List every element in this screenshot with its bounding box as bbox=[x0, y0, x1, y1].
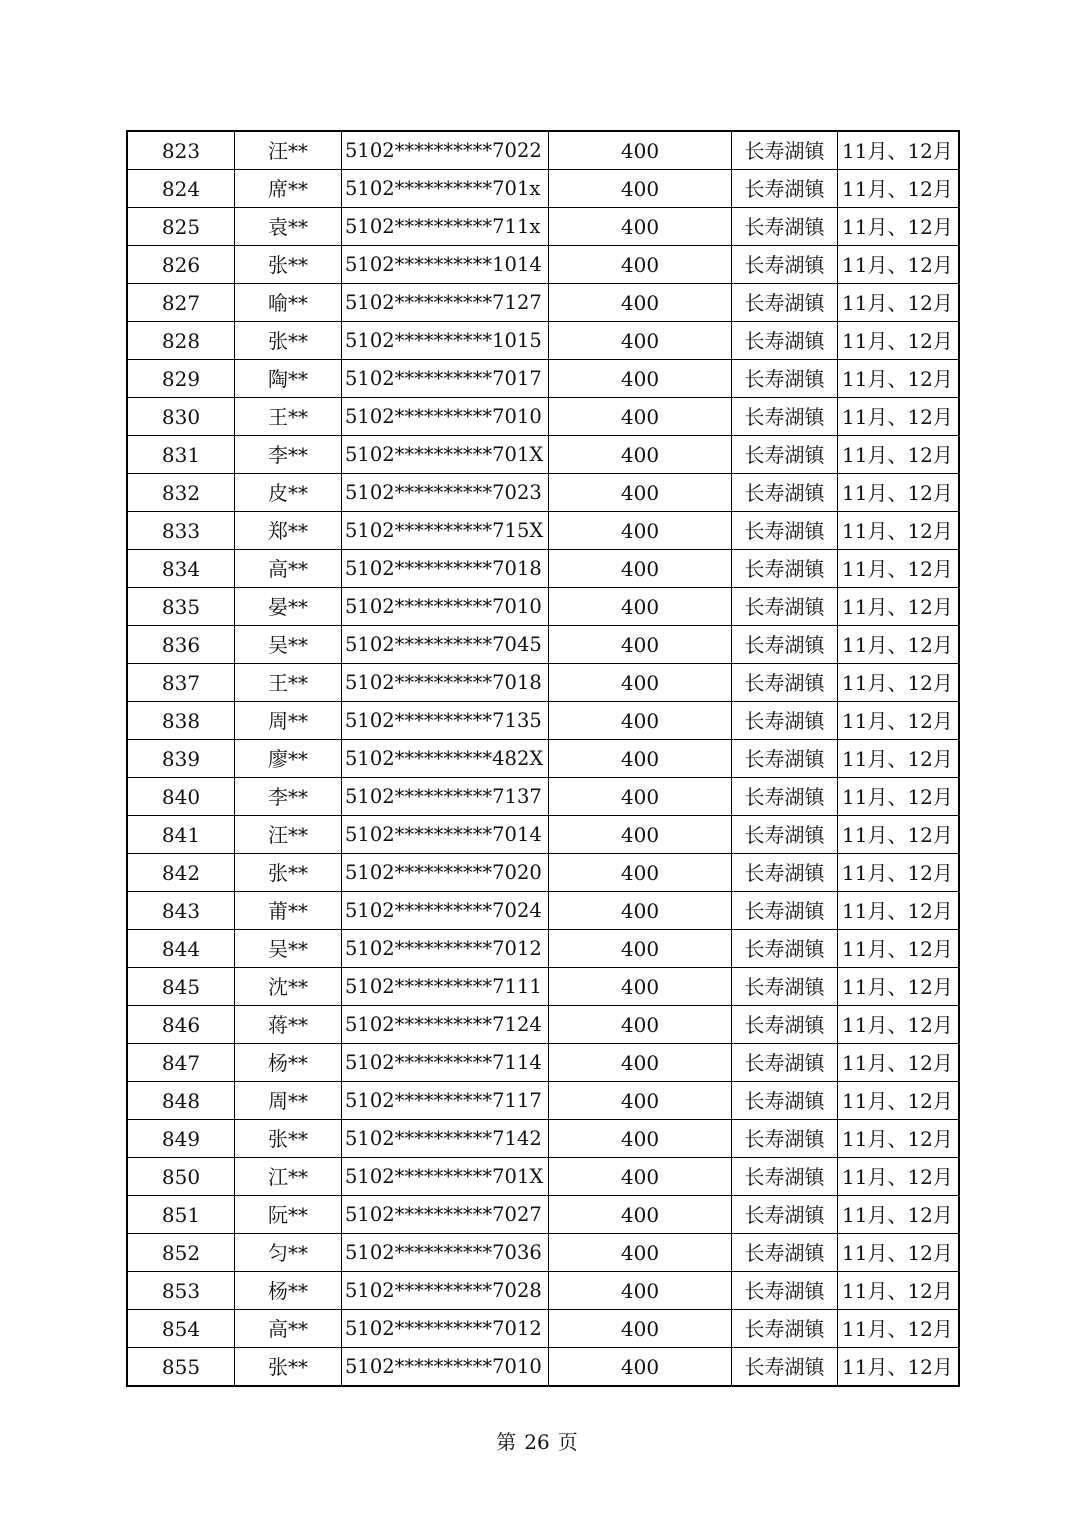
cell-serial-number: 851 bbox=[127, 1196, 235, 1234]
cell-name: 喻** bbox=[235, 284, 342, 322]
cell-id-number: 5102**********7023 bbox=[342, 474, 549, 512]
cell-town: 长寿湖镇 bbox=[732, 208, 838, 246]
table-row bbox=[127, 131, 959, 170]
cell-id-number: 5102**********7010 bbox=[342, 1348, 549, 1387]
cell-amount: 400 bbox=[549, 1082, 732, 1120]
cell-months: 11月、12月 bbox=[838, 322, 960, 360]
cell-months: 11月、12月 bbox=[838, 968, 960, 1006]
cell-town: 长寿湖镇 bbox=[732, 322, 838, 360]
cell-id-number: 5102**********7027 bbox=[342, 1196, 549, 1234]
cell-id-number: 5102**********715X bbox=[342, 512, 549, 550]
cell-id-number: 5102**********701X bbox=[342, 436, 549, 474]
table-row bbox=[127, 1272, 959, 1310]
page-footer-prefix: 第 bbox=[496, 1430, 517, 1454]
cell-amount: 400 bbox=[549, 208, 732, 246]
table-row bbox=[127, 854, 959, 892]
cell-amount: 400 bbox=[549, 131, 732, 170]
roster-table bbox=[126, 130, 960, 1387]
cell-town: 长寿湖镇 bbox=[732, 1082, 838, 1120]
cell-name: 阮** bbox=[235, 1196, 342, 1234]
table-row bbox=[127, 778, 959, 816]
cell-serial-number: 845 bbox=[127, 968, 235, 1006]
cell-months: 11月、12月 bbox=[838, 854, 960, 892]
table-row bbox=[127, 436, 959, 474]
cell-amount: 400 bbox=[549, 626, 732, 664]
cell-months: 11月、12月 bbox=[838, 512, 960, 550]
cell-amount: 400 bbox=[549, 892, 732, 930]
cell-name: 蒋** bbox=[235, 1006, 342, 1044]
cell-months: 11月、12月 bbox=[838, 1158, 960, 1196]
cell-serial-number: 850 bbox=[127, 1158, 235, 1196]
table-row bbox=[127, 1234, 959, 1272]
table-row bbox=[127, 512, 959, 550]
table-row bbox=[127, 1006, 959, 1044]
table-row bbox=[127, 550, 959, 588]
cell-months: 11月、12月 bbox=[838, 360, 960, 398]
cell-months: 11月、12月 bbox=[838, 1234, 960, 1272]
cell-town: 长寿湖镇 bbox=[732, 664, 838, 702]
page-footer-suffix: 页 bbox=[557, 1430, 578, 1454]
cell-town: 长寿湖镇 bbox=[732, 474, 838, 512]
cell-months: 11月、12月 bbox=[838, 1196, 960, 1234]
table-row bbox=[127, 1348, 959, 1387]
cell-town: 长寿湖镇 bbox=[732, 854, 838, 892]
page-footer bbox=[0, 1430, 1074, 1454]
cell-name: 晏** bbox=[235, 588, 342, 626]
cell-name: 张** bbox=[235, 1348, 342, 1387]
cell-serial-number: 842 bbox=[127, 854, 235, 892]
cell-serial-number: 834 bbox=[127, 550, 235, 588]
cell-serial-number: 828 bbox=[127, 322, 235, 360]
cell-months: 11月、12月 bbox=[838, 284, 960, 322]
table-row bbox=[127, 892, 959, 930]
cell-town: 长寿湖镇 bbox=[732, 284, 838, 322]
cell-serial-number: 841 bbox=[127, 816, 235, 854]
cell-serial-number: 843 bbox=[127, 892, 235, 930]
table-row bbox=[127, 246, 959, 284]
cell-town: 长寿湖镇 bbox=[732, 550, 838, 588]
cell-id-number: 5102**********7012 bbox=[342, 1310, 549, 1348]
cell-id-number: 5102**********1014 bbox=[342, 246, 549, 284]
cell-amount: 400 bbox=[549, 1158, 732, 1196]
cell-town: 长寿湖镇 bbox=[732, 588, 838, 626]
cell-months: 11月、12月 bbox=[838, 1082, 960, 1120]
cell-town: 长寿湖镇 bbox=[732, 398, 838, 436]
cell-serial-number: 844 bbox=[127, 930, 235, 968]
cell-id-number: 5102**********7036 bbox=[342, 1234, 549, 1272]
table-row bbox=[127, 322, 959, 360]
cell-name: 李** bbox=[235, 778, 342, 816]
cell-amount: 400 bbox=[549, 1310, 732, 1348]
cell-months: 11月、12月 bbox=[838, 398, 960, 436]
cell-amount: 400 bbox=[549, 1006, 732, 1044]
cell-id-number: 5102**********7018 bbox=[342, 550, 549, 588]
cell-serial-number: 830 bbox=[127, 398, 235, 436]
cell-id-number: 5102**********7124 bbox=[342, 1006, 549, 1044]
cell-id-number: 5102**********7135 bbox=[342, 702, 549, 740]
cell-amount: 400 bbox=[549, 1196, 732, 1234]
cell-id-number: 5102**********7010 bbox=[342, 588, 549, 626]
cell-amount: 400 bbox=[549, 550, 732, 588]
cell-serial-number: 826 bbox=[127, 246, 235, 284]
cell-name: 陶** bbox=[235, 360, 342, 398]
cell-amount: 400 bbox=[549, 968, 732, 1006]
cell-id-number: 5102**********711x bbox=[342, 208, 549, 246]
cell-town: 长寿湖镇 bbox=[732, 626, 838, 664]
cell-town: 长寿湖镇 bbox=[732, 1310, 838, 1348]
table-row bbox=[127, 816, 959, 854]
cell-months: 11月、12月 bbox=[838, 930, 960, 968]
cell-months: 11月、12月 bbox=[838, 1006, 960, 1044]
cell-months: 11月、12月 bbox=[838, 892, 960, 930]
cell-amount: 400 bbox=[549, 322, 732, 360]
cell-months: 11月、12月 bbox=[838, 1310, 960, 1348]
table-row bbox=[127, 474, 959, 512]
cell-id-number: 5102**********701X bbox=[342, 1158, 549, 1196]
cell-serial-number: 839 bbox=[127, 740, 235, 778]
table-row bbox=[127, 1158, 959, 1196]
cell-town: 长寿湖镇 bbox=[732, 131, 838, 170]
cell-serial-number: 831 bbox=[127, 436, 235, 474]
cell-serial-number: 833 bbox=[127, 512, 235, 550]
cell-id-number: 5102**********482X bbox=[342, 740, 549, 778]
cell-months: 11月、12月 bbox=[838, 626, 960, 664]
cell-serial-number: 838 bbox=[127, 702, 235, 740]
cell-amount: 400 bbox=[549, 854, 732, 892]
table-row bbox=[127, 702, 959, 740]
cell-serial-number: 846 bbox=[127, 1006, 235, 1044]
table-row bbox=[127, 208, 959, 246]
cell-serial-number: 823 bbox=[127, 131, 235, 170]
cell-months: 11月、12月 bbox=[838, 436, 960, 474]
cell-town: 长寿湖镇 bbox=[732, 170, 838, 208]
cell-town: 长寿湖镇 bbox=[732, 930, 838, 968]
cell-name: 莆** bbox=[235, 892, 342, 930]
table-row bbox=[127, 398, 959, 436]
cell-id-number: 5102**********7028 bbox=[342, 1272, 549, 1310]
table-row bbox=[127, 930, 959, 968]
cell-serial-number: 854 bbox=[127, 1310, 235, 1348]
cell-name: 周** bbox=[235, 1082, 342, 1120]
cell-serial-number: 829 bbox=[127, 360, 235, 398]
cell-name: 王** bbox=[235, 398, 342, 436]
cell-id-number: 5102**********7014 bbox=[342, 816, 549, 854]
cell-id-number: 5102**********7142 bbox=[342, 1120, 549, 1158]
cell-id-number: 5102**********7017 bbox=[342, 360, 549, 398]
cell-serial-number: 836 bbox=[127, 626, 235, 664]
cell-name: 沈** bbox=[235, 968, 342, 1006]
cell-town: 长寿湖镇 bbox=[732, 1006, 838, 1044]
table-row bbox=[127, 1082, 959, 1120]
cell-name: 廖** bbox=[235, 740, 342, 778]
table-row bbox=[127, 626, 959, 664]
cell-town: 长寿湖镇 bbox=[732, 816, 838, 854]
cell-id-number: 5102**********7111 bbox=[342, 968, 549, 1006]
cell-town: 长寿湖镇 bbox=[732, 1158, 838, 1196]
cell-id-number: 5102**********7024 bbox=[342, 892, 549, 930]
cell-serial-number: 849 bbox=[127, 1120, 235, 1158]
cell-serial-number: 832 bbox=[127, 474, 235, 512]
cell-name: 杨** bbox=[235, 1044, 342, 1082]
cell-id-number: 5102**********1015 bbox=[342, 322, 549, 360]
cell-amount: 400 bbox=[549, 436, 732, 474]
cell-town: 长寿湖镇 bbox=[732, 1272, 838, 1310]
cell-name: 汪** bbox=[235, 816, 342, 854]
cell-serial-number: 840 bbox=[127, 778, 235, 816]
cell-name: 张** bbox=[235, 854, 342, 892]
cell-amount: 400 bbox=[549, 1348, 732, 1387]
table-row bbox=[127, 284, 959, 322]
cell-id-number: 5102**********7137 bbox=[342, 778, 549, 816]
table-row bbox=[127, 740, 959, 778]
cell-name: 杨** bbox=[235, 1272, 342, 1310]
cell-months: 11月、12月 bbox=[838, 474, 960, 512]
cell-id-number: 5102**********7022 bbox=[342, 131, 549, 170]
cell-months: 11月、12月 bbox=[838, 1272, 960, 1310]
cell-amount: 400 bbox=[549, 1120, 732, 1158]
table-row bbox=[127, 1044, 959, 1082]
cell-serial-number: 837 bbox=[127, 664, 235, 702]
cell-town: 长寿湖镇 bbox=[732, 740, 838, 778]
cell-town: 长寿湖镇 bbox=[732, 512, 838, 550]
table-row bbox=[127, 968, 959, 1006]
cell-amount: 400 bbox=[549, 284, 732, 322]
cell-months: 11月、12月 bbox=[838, 246, 960, 284]
cell-name: 张** bbox=[235, 246, 342, 284]
cell-amount: 400 bbox=[549, 778, 732, 816]
cell-id-number: 5102**********7012 bbox=[342, 930, 549, 968]
cell-amount: 400 bbox=[549, 1044, 732, 1082]
cell-name: 王** bbox=[235, 664, 342, 702]
cell-amount: 400 bbox=[549, 740, 732, 778]
cell-name: 李** bbox=[235, 436, 342, 474]
table-row bbox=[127, 664, 959, 702]
cell-months: 11月、12月 bbox=[838, 1120, 960, 1158]
roster-table-body bbox=[127, 131, 959, 1386]
cell-name: 江** bbox=[235, 1158, 342, 1196]
cell-name: 张** bbox=[235, 322, 342, 360]
cell-town: 长寿湖镇 bbox=[732, 1120, 838, 1158]
cell-months: 11月、12月 bbox=[838, 131, 960, 170]
cell-months: 11月、12月 bbox=[838, 778, 960, 816]
cell-town: 长寿湖镇 bbox=[732, 360, 838, 398]
table-row bbox=[127, 1196, 959, 1234]
table-row bbox=[127, 588, 959, 626]
cell-months: 11月、12月 bbox=[838, 740, 960, 778]
cell-amount: 400 bbox=[549, 588, 732, 626]
cell-amount: 400 bbox=[549, 512, 732, 550]
cell-name: 匀** bbox=[235, 1234, 342, 1272]
cell-amount: 400 bbox=[549, 1234, 732, 1272]
table-row bbox=[127, 360, 959, 398]
page-number: 26 bbox=[524, 1430, 550, 1454]
cell-id-number: 5102**********7045 bbox=[342, 626, 549, 664]
cell-name: 郑** bbox=[235, 512, 342, 550]
cell-months: 11月、12月 bbox=[838, 550, 960, 588]
cell-id-number: 5102**********7020 bbox=[342, 854, 549, 892]
cell-name: 皮** bbox=[235, 474, 342, 512]
cell-serial-number: 824 bbox=[127, 170, 235, 208]
cell-months: 11月、12月 bbox=[838, 1348, 960, 1387]
cell-name: 吴** bbox=[235, 930, 342, 968]
cell-id-number: 5102**********7127 bbox=[342, 284, 549, 322]
cell-serial-number: 827 bbox=[127, 284, 235, 322]
cell-months: 11月、12月 bbox=[838, 208, 960, 246]
cell-id-number: 5102**********701x bbox=[342, 170, 549, 208]
cell-name: 周** bbox=[235, 702, 342, 740]
cell-name: 汪** bbox=[235, 131, 342, 170]
cell-name: 吴** bbox=[235, 626, 342, 664]
cell-town: 长寿湖镇 bbox=[732, 702, 838, 740]
cell-town: 长寿湖镇 bbox=[732, 892, 838, 930]
cell-months: 11月、12月 bbox=[838, 816, 960, 854]
cell-serial-number: 855 bbox=[127, 1348, 235, 1387]
cell-town: 长寿湖镇 bbox=[732, 1348, 838, 1387]
cell-amount: 400 bbox=[549, 246, 732, 284]
cell-months: 11月、12月 bbox=[838, 170, 960, 208]
cell-amount: 400 bbox=[549, 816, 732, 854]
cell-amount: 400 bbox=[549, 170, 732, 208]
cell-amount: 400 bbox=[549, 930, 732, 968]
cell-name: 高** bbox=[235, 1310, 342, 1348]
cell-serial-number: 852 bbox=[127, 1234, 235, 1272]
cell-town: 长寿湖镇 bbox=[732, 1044, 838, 1082]
cell-name: 袁** bbox=[235, 208, 342, 246]
cell-amount: 400 bbox=[549, 1272, 732, 1310]
cell-serial-number: 853 bbox=[127, 1272, 235, 1310]
cell-town: 长寿湖镇 bbox=[732, 436, 838, 474]
table-row bbox=[127, 170, 959, 208]
cell-months: 11月、12月 bbox=[838, 664, 960, 702]
table-row bbox=[127, 1120, 959, 1158]
cell-id-number: 5102**********7114 bbox=[342, 1044, 549, 1082]
cell-town: 长寿湖镇 bbox=[732, 246, 838, 284]
cell-amount: 400 bbox=[549, 664, 732, 702]
cell-id-number: 5102**********7117 bbox=[342, 1082, 549, 1120]
cell-serial-number: 835 bbox=[127, 588, 235, 626]
table-row bbox=[127, 1310, 959, 1348]
cell-serial-number: 848 bbox=[127, 1082, 235, 1120]
cell-months: 11月、12月 bbox=[838, 1044, 960, 1082]
cell-amount: 400 bbox=[549, 702, 732, 740]
cell-town: 长寿湖镇 bbox=[732, 778, 838, 816]
cell-id-number: 5102**********7018 bbox=[342, 664, 549, 702]
cell-amount: 400 bbox=[549, 474, 732, 512]
cell-serial-number: 847 bbox=[127, 1044, 235, 1082]
cell-name: 高** bbox=[235, 550, 342, 588]
cell-id-number: 5102**********7010 bbox=[342, 398, 549, 436]
cell-town: 长寿湖镇 bbox=[732, 968, 838, 1006]
cell-town: 长寿湖镇 bbox=[732, 1234, 838, 1272]
cell-name: 张** bbox=[235, 1120, 342, 1158]
cell-amount: 400 bbox=[549, 398, 732, 436]
cell-amount: 400 bbox=[549, 360, 732, 398]
cell-name: 席** bbox=[235, 170, 342, 208]
cell-months: 11月、12月 bbox=[838, 588, 960, 626]
cell-serial-number: 825 bbox=[127, 208, 235, 246]
cell-town: 长寿湖镇 bbox=[732, 1196, 838, 1234]
cell-months: 11月、12月 bbox=[838, 702, 960, 740]
